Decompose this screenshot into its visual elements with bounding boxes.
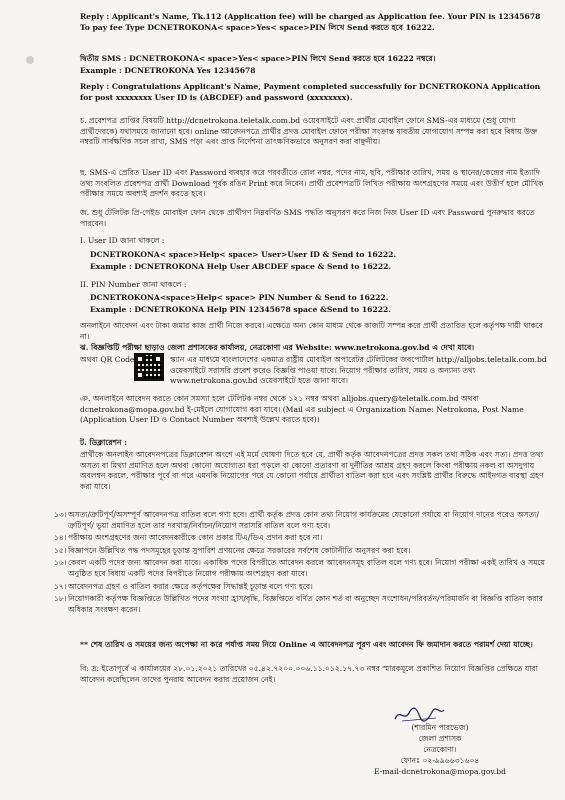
list-item-text: অসত্য/ত্রুটিপূর্ণ/অসম্পূর্ণ আবেদনপত্র বাতিল বলে গণ্য হবে। প্রার্থী কর্তৃক প্রদত্ত কোন তথ্য নিয়োগ কার্যক্রমের যেকোনো পর্যায়ে বা নিয়োগ দানের পরেও অসত্য/ত্রুটিপূর্ণ/ ভুয়া প্রমাণিত হলে তার দরখাস্ত/নির্বাচন/নিয়োগ সরাসরি বাতিল বলে গণ্য হবে। — [68, 510, 540, 530]
pin-heading: II. PIN Number জানা থাকলে : — [80, 280, 187, 289]
qr-lead-text: অথবা QR Code — [80, 355, 135, 364]
list-item — [54, 582, 550, 593]
deadline-notice: ** শেষ তারিখ ও সময়ের জন্য অপেক্ষা না করে পর্যাপ্ত সময় নিয়ে Online এ আবেদনপত্র পূরণ এবং আবেদন ফি জমাদান করতে পরামর্শ দেয়া যাচ্ছে। — [80, 640, 533, 649]
pin-command: DCNETROKONA<space>Help< space> PIN Number & Send to 16222. — [90, 293, 389, 302]
list-item-number: ১৭। — [54, 581, 67, 591]
declaration-heading: ট. ডিক্লারেশন : — [80, 438, 128, 447]
list-item — [54, 594, 550, 615]
list-item-number: ১৩। — [54, 510, 67, 519]
second-sms-example: Example : DCNETROKONA Yes 12345678 — [80, 66, 256, 75]
list-item — [54, 546, 550, 557]
pin-example: Example : DCNETROKONA Help PIN 12345678 space &Send to 16222. — [90, 305, 391, 314]
declaration-text: প্রার্থীকে অনলাইন আবেদনপত্রের ডিক্লারেশন অংশে এই মর্মে ঘোষণা দিতে হবে যে, প্রার্থী কর্তৃক আবেদনপত্রের প্রদত্ত সকল তথ্য সঠিক এবং সত্য। প্রদত্ত তথ্য অসত্য বা মিথ্যা প্রমাণিত হলে অথবা কোনো অযোগ্যতা ধরা পড়লে বা কোনো প্রতারণা বা দুর্নীতির আশ্রয় গ্রহণ করলে কিংবা পরীক্ষায় নকল বা অসদুপায় অবলম্বন করলে, পরীক্ষার পূর্বে বা পরে এমনকি নিয়োগের পরে যে কোনো পর্যায়ে প্রার্থীতা বাতিল করা হবে এবং সংশ্লিষ্ট প্রার্থীর বিরুদ্ধে আইনগত ব্যবস্থা গ্রহণ করা যাবে। — [80, 450, 544, 491]
user-id-example: Example : DCNETROKONA Help User ABCDEF space & Send to 16222. — [90, 262, 392, 271]
signatory-name: (শারমিন পারভেজ) — [411, 723, 469, 732]
section-ja: জ. শুধু টেলিটক প্রি-পেইড মোবাইল ফোন থেকে প্রার্থীগণ নিম্নবর্ণিত SMS পদ্ধতি অনুসরণ করে নিজ নিজ User ID এবং Password পুনরুদ্ধার করতে পারবেন। — [80, 208, 535, 228]
list-item-number: ১৬। — [54, 558, 67, 568]
signatory-title: জেলা প্রশাসক — [418, 734, 462, 743]
user-id-command: DCNETROKONA< space>Help< space> User>User ID & Send to 16222. — [90, 250, 397, 259]
numbered-list — [54, 510, 550, 615]
list-item-text: আবেদনপত্র গ্রহণ ও বাতিল করার ক্ষেত্রে কর্তৃপক্ষের সিদ্ধান্তই চূড়ান্ত বলে গণ্য হবে। — [68, 581, 313, 591]
binder-hole — [26, 56, 34, 64]
list-item-number: ১৪। — [54, 533, 67, 543]
qr-description: স্ক্যান এর মাধ্যমে বাংলাদেশের একমাত্র রাষ্ট্রীয় মোবাইল অপারেটর টেলিটকের জবপোর্টাল http://alljobs.teletalk.com.bd ওয়েবসাইটে সরাসরি প্রবেশ করেও বিজ্ঞপ্তি পাওয়া যাবে। নিয়োগ পরীক্ষার তারিখ, সময় ও অন্যান্য তথ্য www.netrokona.gov.bd ওয়েবসাইটে হতে জানা যাবে। — [170, 355, 547, 386]
section-chha: ছ. SMS-এ প্রেরিত User ID এবং Password ব্যবহার করে পরবর্তীতে রোল নম্বর, পদের নাম, ছবি, পরীক্ষার তারিখ, সময় ও স্থানের/কেন্দ্রের নাম ইত্যাদি তথ্য সংবলিত প্রবেশপত্র প্রার্থী Download পূর্বক রঙিন Print করে নিবেন। প্রার্থী প্রবেশপত্রটি লিখিত পরীক্ষায় অংশগ্রহণের সময়ে এবং উত্তীর্ণ হলে মৌখিক পরীক্ষার সময়ে অবশ্যই প্রদর্শন করতে হবে। — [80, 168, 544, 199]
qr-code[interactable] — [134, 353, 164, 381]
signatory-office: নেত্রকোণা। — [423, 745, 457, 754]
section-cha: চ. প্রবেশপত্র প্রাপ্তির বিষয়টি http://dcnetrokona.teletalk.com.bd ওয়েবসাইটে এবং প্রার্থীর মোবাইল ফোনে SMS-এর মাধ্যমে (শুধু যোগ্য প্রার্থীদেরকে) যথাসময়ে জানানো হবে। online আবেদনপত্রে প্রার্থীর প্রদত্ত মোবাইল ফোনে পরীক্ষা সংক্রান্ত যাবতীয় যোগাযোগ সম্পন্ন করা হবে বিধায় উক্ত নম্বরটি সার্বক্ষণিক সচল রাখা, SMS পড়া এবং প্রাপ্ত নির্দেশনা তাৎক্ষণিকভাবে অনুসরণ করা বাঞ্ছনীয়। — [80, 116, 538, 147]
list-item — [54, 510, 550, 531]
list-item-number: ১৮। — [54, 594, 67, 604]
signatory-email: E-mail-dcnetrokona@mopa.gov.bd — [374, 767, 506, 776]
list-item-text: কেবল একটি পদের জন্য আবেদন করা যাবে। একাধিক পদের বিপরীতে আবেদন করলে আবেদনসমূহ বাতিল বলে গণ্য হবে। নিয়োগ পরীক্ষা একই তারিখ ও সময়ে অনুষ্ঠিত হবে বিধায় একটি পদের বিপরীতে নিয়োগ পরীক্ষায় অংশগ্রহণ করা যাবে। — [68, 558, 545, 578]
list-item-text: নিয়োগকারী কর্তৃপক্ষ বিজ্ঞপ্তিতে উল্লিখিত পদের সংখ্যা হ্রাস/বৃদ্ধি, বিজ্ঞপ্তিতে বর্ণিত কোন শর্ত বা অনুচ্ছেদ সংশোধন/পরিবর্তন/পরিমার্জন বা বিজ্ঞপ্তি বাতিল করার অধিকার সংরক্ষণ করেন। — [68, 594, 543, 614]
special-note: বি: দ্র: ইতোপূর্বে এ কার্যালয়ের ২৮.০১.২০২১ তারিখের ০৫.৪২.৭২০০.০০৬.১১.০১২.১৭.৭৩ নম্বর স্মারকমূলে প্রকাশিত নিয়োগ বিজ্ঞপ্তির প্রেক্ষিতে যারা আবেদন করেছিলেন তাদের পুনরায় আবেদন করার প্রয়োজন নেই। — [80, 664, 538, 684]
section-jha: ঝ. বিজ্ঞপ্তিটি পরীক্ষা ছাড়াও জেলা প্রশাসকের কার্যালয়, নেত্রকোণা এর Website: www.netrokona.gov.bd এ দেখা যাবে। — [80, 343, 475, 352]
section-ya: ঞ. অনলাইনে আবেদন করতে কোন সমস্যা হলে টেলিটক নম্বর থেকে ১২১ নম্বর অথবা alljobs.query@teletalk.com.bd অথবা dcnetrokona@mopa.gov.bd ই-মেইলে যোগাযোগ করা যাবে। (Mail এর subject এ Organization Name: Netrokona, Post Name (Application User ID ও Contact Number অবশ্যই উল্লেখ করতে হবে)। — [80, 394, 524, 425]
list-item-number: ১৫। — [54, 545, 67, 555]
user-id-heading: I. User ID জানা থাকলে : — [80, 236, 165, 245]
second-sms-line: দ্বিতীয় SMS : DCNETROKONA< space>Yes< space>PIN লিখে Send করতে হবে 16222 নম্বরে। — [80, 54, 436, 63]
signatory-phone: ফোনঃ ০২-৯৯৬৬৩১৬০৪ — [400, 756, 480, 765]
list-item-text: বিজ্ঞাপনে উল্লিখিত পদ্ধ পদসমূহের চূড়ান্ত সুপারিশ প্রণয়নের ক্ষেত্রে সরকারের সর্বশেষ কোটানীতি অনুসরণ করা হবে। — [68, 545, 411, 555]
reply-paragraph-2: Reply : Congratulations Applicant's Name, Payment completed successfully for DCNETROKONA Application for post xxxxxxxx User ID is (ABCDEF) and password (xxxxxxxx). — [80, 82, 541, 102]
list-item — [54, 533, 550, 544]
online-note: অনলাইনে আবেদন এবং টাকা জমার কাজ প্রার্থী নিজে করবে। এক্ষেত্রে অন্য কোন মাধ্যম থেকে কাজটি সম্পন্ন করে প্রার্থী প্রতারিত হলে কর্তৃপক্ষ দায়ী থাকবে না। — [80, 321, 544, 341]
list-item-text: পরীক্ষায় অংশগ্রহণের জন্য আবেদনকারীকে কোন প্রকার টিএ/ডিএ প্রদান করা হবে না। — [68, 533, 323, 543]
reply-paragraph-1: Reply : Applicant's Name, Tk.112 (Application fee) will be charged as Application fee. Your PIN is 12345678 To pay fee Type DCNETROKONA< space>Yes< space>PIN লিখে Send করতে হবে 16222. — [80, 12, 541, 32]
list-item — [54, 558, 550, 579]
